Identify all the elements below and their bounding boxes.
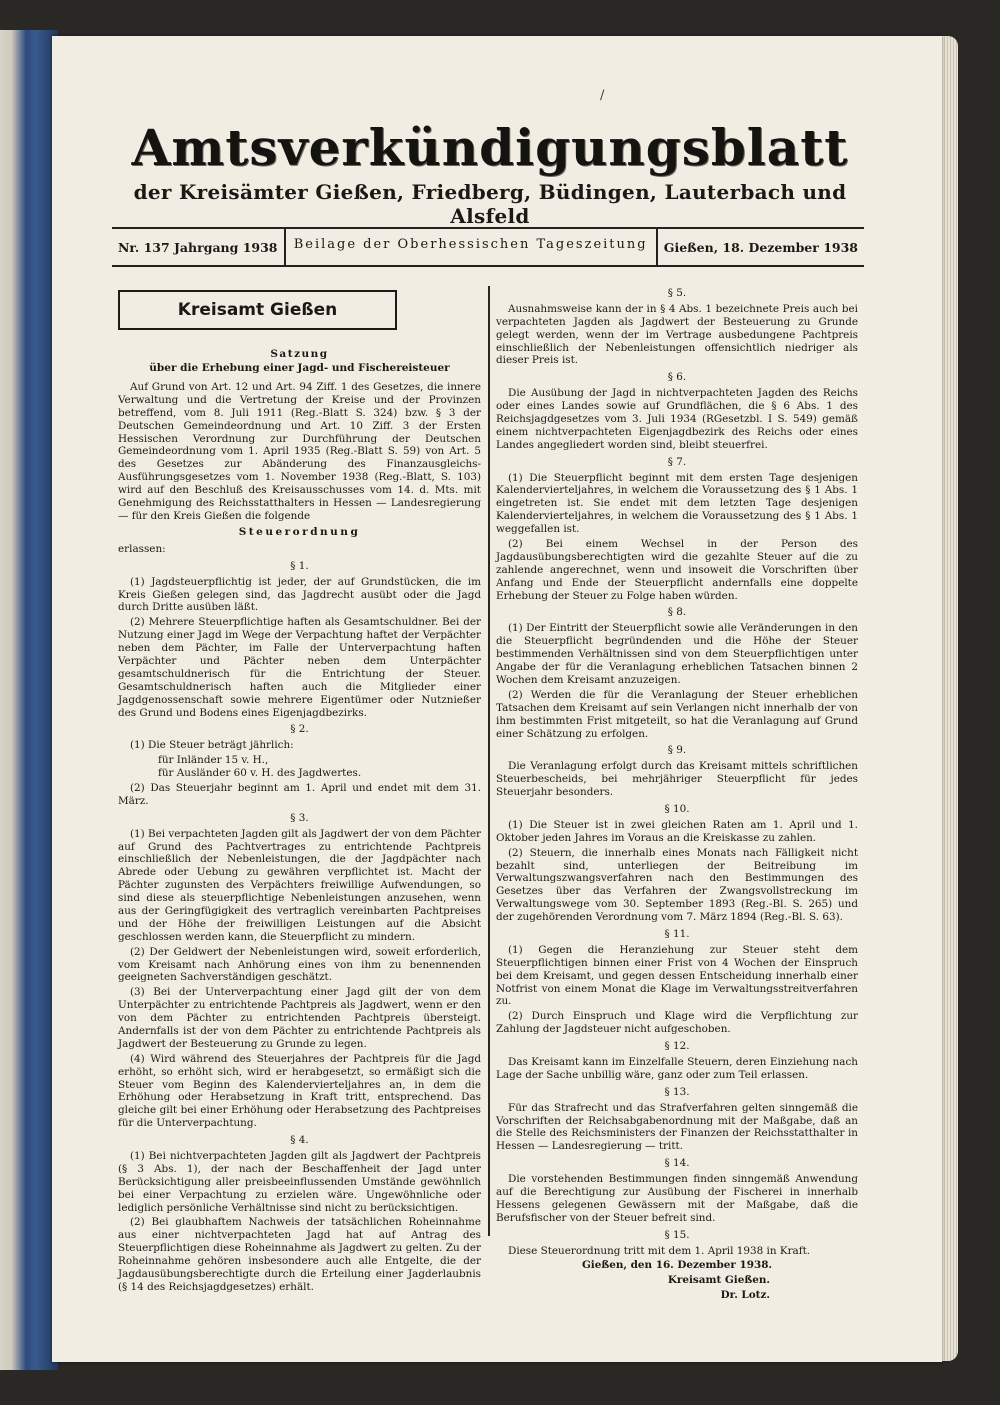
supplement-line: Beilage der Oberhessischen Tageszeitung xyxy=(284,229,658,265)
section-paragraph: (2) Der Geldwert der Nebenleistungen wird, soweit erforderlich, vom Kreisamt nach Anhörung eines von ihm zu benennenden geeigneten Sachverständigen geschätzt. xyxy=(118,945,481,984)
section-heading: § 8. xyxy=(667,606,687,619)
section-heading: § 3. xyxy=(290,811,309,824)
section-paragraph: Ausnahmsweise kann der in § 4 Abs. 1 bezeichnete Preis auch bei verpachteten Jagden als Jagdwert der Besteuerung zu Grunde gelegt werden, wenn der im Vertrage ausbedungene Pachtpreis einschließlich der Nebenleistungen offensichtlich niedriger als dieser Preis ist. xyxy=(496,302,858,367)
section-heading: § 15. xyxy=(664,1228,690,1241)
section-paragraph: (1) Bei nichtverpachteten Jagden gilt als Jagdwert der Pachtpreis (§ 3 Abs. 1), der nach der Beschaffenheit der Jagd unter Berücksichtigung aller preisbeeinflussenden Umstände gewöhnlich bei einer Verpachtung zu erzielen wäre. Ungewöhnliche oder lediglich persönliche Verhältnisse sind nicht zu berücksichtigen. xyxy=(118,1150,481,1214)
section-paragraph: (2) Durch Einspruch und Klage wird die Verpflichtung zur Zahlung der Jagdsteuer nicht aufgeschoben. xyxy=(496,1010,858,1036)
office-heading-box: Kreisamt Gießen xyxy=(118,290,397,330)
issue-place-date: Gießen, 18. Dezember 1938 xyxy=(663,239,858,255)
section-paragraph: (1) Die Steuer ist in zwei gleichen Raten am 1. April und 1. Oktober jeden Jahres im Voraus an die Kreiskasse zu zahlen. xyxy=(496,818,858,844)
pen-mark: / xyxy=(600,88,605,103)
preamble: Auf Grund von Art. 12 und Art. 94 Ziff. 1 des Gesetzes, die innere Verwaltung und die Vertretung der Kreise und der Provinzen betreffend, vom 8. Juli 1911 (Reg.-Blatt S. 324) bzw. § 3 der Deutschen Gemeindeordnung und Art. 10 Ziff. 3 der Ersten Hessischen Verordnung zur Durchführung der Deutschen Gemeindeordnung vom 1. April 1935 (Reg.-Blatt S. 59) von Art. 5 des Gesetzes zur Abänderung des Finanzausgleichs-Ausführungsgesetzes vom 1. November 1938 (Reg.-Blatt, S. 103) wird auf den Beschluß des Kreisausschusses vom 14. d. Mts. mit Genehmigung des Reichsstatthalters in Hessen — Landesregierung — für den Kreis Gießen die folgende xyxy=(118,381,481,522)
column-divider xyxy=(488,286,490,1236)
section-paragraph: Für das Strafrecht und das Strafverfahren gelten sinngemäß die Vorschriften der Reichsabgabenordnung mit der Maßgabe, daß an die Stelle des Reichsministers der Finanzen der Reichsstatthalter in Hessen — Landesregierung — tritt. xyxy=(496,1101,858,1153)
section-paragraph: (4) Wird während des Steuerjahres der Pachtpreis für die Jagd erhöht, so erhöht sich, wird er herabgesetzt, so ermäßigt sich die Steuer vom Beginn des Kalendervierteljahres an, in dem die Erhöhung oder Herabsetzung in Kraft tritt, entsprechend. Das gleiche gilt bei einer Erhöhung oder Herabsetzung des Pachtpreises für die Unterverpachtung. xyxy=(118,1052,481,1130)
section-heading: § 11. xyxy=(664,927,690,940)
section-heading: § 9. xyxy=(667,744,687,757)
section-paragraph: Die Veranlagung erfolgt durch das Kreisamt mittels schriftlichen Steuerbescheids, bei mehrjähriger Steuerpflicht für jedes Steuerjahr besonders. xyxy=(496,760,858,799)
signature-place-date: Gießen, den 16. Dezember 1938. xyxy=(581,1259,773,1272)
section-heading: § 7. xyxy=(667,455,687,468)
section-heading: § 5. xyxy=(667,287,687,299)
signature-block xyxy=(496,1259,858,1302)
section-paragraph: (2) Das Steuerjahr beginnt am 1. April und endet mit dem 31. März. xyxy=(118,781,481,807)
section-heading: § 14. xyxy=(664,1157,690,1170)
section-paragraph: Das Kreisamt kann im Einzelfalle Steuern, deren Einziehung nach Lage der Sache unbillig wäre, ganz oder zum Teil erlassen. xyxy=(496,1055,858,1081)
section-heading: § 12. xyxy=(664,1040,690,1053)
signature-office: Kreisamt Gießen. xyxy=(667,1274,770,1287)
section-paragraph: (1) Jagdsteuerpflichtig ist jeder, der auf Grundstücken, die im Kreis Gießen gelegen sind, das Jagdrecht ausübt oder die Jagd durch Dritte ausüben läßt. xyxy=(118,575,481,614)
section-heading: § 1. xyxy=(290,559,309,572)
satzung-subject: über die Erhebung einer Jagd- und Fischereisteuer xyxy=(149,362,450,375)
section-heading: § 2. xyxy=(290,723,309,736)
masthead-subtitle: der Kreisämter Gießen, Friedberg, Büdingen, Lauterbach und Alsfeld xyxy=(133,180,847,228)
section-paragraph: Diese Steuerordnung tritt mit dem 1. April 1938 in Kraft. xyxy=(508,1244,811,1257)
section-paragraph: Die vorstehenden Bestimmungen finden sinngemäß Anwendung auf die Berechtigung zur Ausübung der Fischerei in innerhalb Hessens gelegenen Gewässern mit der Maßgabe, daß die Berufsfischer von der Steuer befreit sind. xyxy=(496,1173,858,1224)
book-binding xyxy=(0,30,58,1370)
right-column xyxy=(496,283,858,1304)
section-paragraph: (2) Bei einem Wechsel in der Person des Jagdausübungsberechtigten wird die gezahlte Steuer auf die zu zahlende angerechnet, wenn und insoweit die Vorschriften über Anfang und Ende der Steuerpflicht andernfalls eine doppelte Erhebung der Steuer zu Folge haben würden. xyxy=(496,538,858,602)
section-paragraph: Die Ausübung der Jagd in nichtverpachteten Jagden des Reichs oder eines Landes sowie auf Grundflächen, die § 6 Abs. 1 des Reichsjagdgesetzes vom 3. Juli 1934 (RGesetzbl. I S. 549) gemäß einem nichtverpachteten Eigenjagdbezirk des Reichs oder eines Landes angegliedert worden sind, bleibt steuerfrei. xyxy=(496,387,858,451)
steuerordnung-heading: Steuerordnung xyxy=(238,525,361,538)
left-column xyxy=(118,288,481,1296)
satzung-heading: Satzung xyxy=(270,348,329,360)
section-paragraph: (3) Bei der Unterverpachtung einer Jagd gilt der von dem Unterpächter zu entrichtende Pachtpreis als Jagdwert, wenn er den von dem Pächter zu entrichtenden Pachtpreis übersteigt. Andernfalls ist der von dem Pächter zu entrichtende Pachtpreis als Jagdwert der Besteuerung zu Grunde zu legen. xyxy=(118,986,481,1050)
section-paragraph: (2) Steuern, die innerhalb eines Monats nach Fälligkeit nicht bezahlt sind, unterliegen der Beitreibung im Verwaltungszwangsverfahren nach den Bestimmungen des Gesetzes über das Verfahren der Zwangsvollstreckung im Verwaltungswege vom 30. September 1893 (Reg.-Bl. S. 265) und der zugehörenden Verordnung vom 7. März 1894 (Reg.-Bl. S. 63). xyxy=(496,846,858,924)
section-paragraph: (2) Werden die für die Veranlagung der Steuer erheblichen Tatsachen dem Kreisamt auf sein Verlangen nicht innerhalb der von ihm bestimmten Frist mitgeteilt, so hat die Veranlagung auf Grund einer Schätzung zu erfolgen. xyxy=(496,688,858,740)
signature-name: Dr. Lotz. xyxy=(720,1289,770,1302)
section-heading: § 13. xyxy=(664,1085,690,1098)
erlassen-line: erlassen: xyxy=(118,542,166,555)
section-heading: § 6. xyxy=(667,371,687,384)
section-paragraph: (1) Die Steuerpflicht beginnt mit dem ersten Tage desjenigen Kalendervierteljahres, in welchem die Voraussetzung des § 1 Abs. 1 eingetreten ist. Sie endet mit dem letzten Tage desjenigen Kalendervierteljahres, in welchem die Voraussetzung des § 1 Abs. 1 weggefallen ist. xyxy=(496,471,858,536)
section-paragraph: (2) Mehrere Steuerpflichtige haften als Gesamtschuldner. Bei der Nutzung einer Jagd im Wege der Verpachtung haftet der Verpächter neben dem Pächter, im Falle der Unterverpachtung haften Verpächter und Pächter neben dem Unterpächter gesamtschuldnerisch für die Entrichtung der Steuer. Gesamtschuldnerisch haften auch die Mitglieder einer Jagdgenossenschaft sowie mehrere Eigentümer oder Nutznießer des Grund und Bodens eines Eigenjagdbezirks. xyxy=(118,616,481,719)
section-paragraph: (1) Der Eintritt der Steuerpflicht sowie alle Veränderungen in den die Steuerpflicht begründenden und die Höhe der Steuer bestimmenden Verhältnissen sind von dem Steuerpflichtigen unter Angabe der für die Veranlagung erheblichen Tatsachen binnen 2 Wochen dem Kreisamt anzuzeigen. xyxy=(496,622,858,686)
section-paragraph: (1) Die Steuer beträgt jährlich: xyxy=(130,739,294,752)
tax-rate-item: für Inländer 15 v. H., xyxy=(158,754,269,767)
tax-rate-list xyxy=(118,754,481,780)
section-paragraph: (1) Gegen die Heranziehung zur Steuer steht dem Steuerpflichtigen binnen einer Frist von 4 Wochen der Einspruch bei dem Kreisamt, und gegen dessen Entscheidung innerhalb einer Notfrist von einem Monat die Klage im Verwaltungsstreitverfahren zu. xyxy=(496,943,858,1008)
section-paragraph: (2) Bei glaubhaftem Nachweis der tatsächlichen Roheinnahme aus einer nichtverpachteten Jagd hat auf Antrag des Steuerpflichtigen diese Roheinnahme als Jagdwert zu gelten. Zu der Roheinnahme gehören insbesondere auch alle Entgelte, die der Jagdausübungsberechtigte durch die Erteilung einer Jagderlaubnis (§ 14 des Reichsjagdgesetzes) erhält. xyxy=(118,1216,481,1293)
masthead-title: Amtsverkündigungsblatt xyxy=(131,118,849,177)
section-heading: § 10. xyxy=(664,802,690,815)
section-paragraph: (1) Bei verpachteten Jagden gilt als Jagdwert der von dem Pächter auf Grund des Pachtvertrages zu entrichtende Pachtpreis einschließlich der Nebenleistungen, die der Jagdpächter nach Abrede oder Uebung zu gewähren verpflichtet ist. Macht der Pächter zugunsten des Verpächters freiwillige Aufwendungen, so sind diese als steuerpflichtige Nebenleistungen anzusehen, wenn aus der Geringfügigkeit des vertraglich vereinbarten Pachtpreises und der Höhe der freiwilligen Leistungen auf die Absicht geschlossen werden kann, die Steuerpflicht zu mindern. xyxy=(118,827,481,943)
section-heading: § 4. xyxy=(290,1134,309,1147)
issue-info-bar xyxy=(112,227,864,267)
issue-number: Nr. 137 Jahrgang 1938 xyxy=(118,239,278,255)
tax-rate-item: für Ausländer 60 v. H. des Jagdwertes. xyxy=(158,767,362,780)
